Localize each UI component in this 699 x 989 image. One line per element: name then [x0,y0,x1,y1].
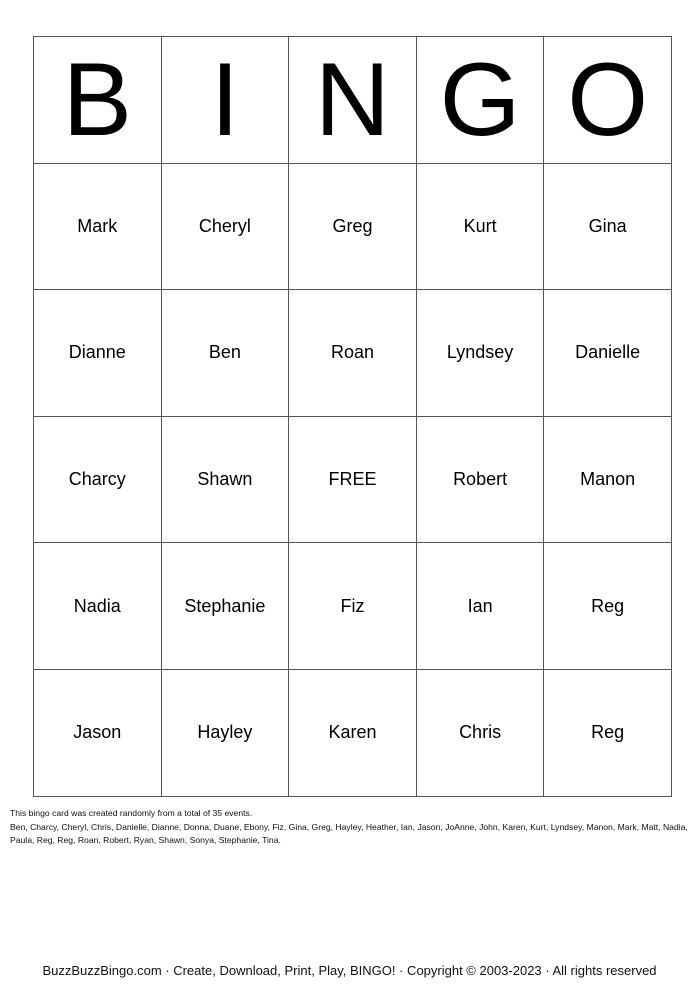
bingo-cell: Shawn [161,416,289,543]
bingo-cell: Charcy [34,416,162,543]
bingo-row [34,543,672,670]
bingo-cell: Mark [34,163,162,290]
card-summary: This bingo card was created randomly from a total of 35 events. [10,808,253,818]
bingo-cell: Hayley [161,669,289,796]
bingo-cell: Reg [544,543,672,670]
header-letter-g: G [416,37,544,164]
card-info [10,807,690,848]
bingo-cell: Lyndsey [416,290,544,417]
bingo-cell: Fiz [289,543,417,670]
bingo-row [34,416,672,543]
bingo-cell: Karen [289,669,417,796]
header-letter-o: O [544,37,672,164]
bingo-cell: Ben [161,290,289,417]
bingo-cell: Cheryl [161,163,289,290]
bingo-cell: Ian [416,543,544,670]
bingo-header-row [34,37,672,164]
event-list: Ben, Charcy, Cheryl, Chris, Danielle, Dianne, Donna, Duane, Ebony, Fiz, Gina, Greg, Hayley, Heather, Ian, Jason, JoAnne, John, Karen, Kurt, Lyndsey, Manon, Mark, Matt, Nadia, Paula, Reg, Reg, Roan, Robert, Ryan, Shawn, Sonya, Stephanie, Tina. [10,821,688,845]
bingo-cell: Danielle [544,290,672,417]
bingo-cell: Gina [544,163,672,290]
bingo-cell: Roan [289,290,417,417]
header-letter-b: B [34,37,162,164]
bingo-cell: Nadia [34,543,162,670]
bingo-row [34,669,672,796]
header-letter-i: I [161,37,289,164]
free-space-cell: FREE [289,416,417,543]
bingo-cell: Manon [544,416,672,543]
bingo-card [33,36,672,797]
bingo-cell: Greg [289,163,417,290]
bingo-cell: Jason [34,669,162,796]
bingo-row [34,290,672,417]
footer-text: BuzzBuzzBingo.com · Create, Download, Print, Play, BINGO! · Copyright © 2003-2023 · All rights reserved [42,963,657,978]
bingo-cell: Robert [416,416,544,543]
bingo-cell: Reg [544,669,672,796]
bingo-cell: Kurt [416,163,544,290]
bingo-cell: Chris [416,669,544,796]
bingo-cell: Stephanie [161,543,289,670]
bingo-cell: Dianne [34,290,162,417]
header-letter-n: N [289,37,417,164]
bingo-row [34,163,672,290]
